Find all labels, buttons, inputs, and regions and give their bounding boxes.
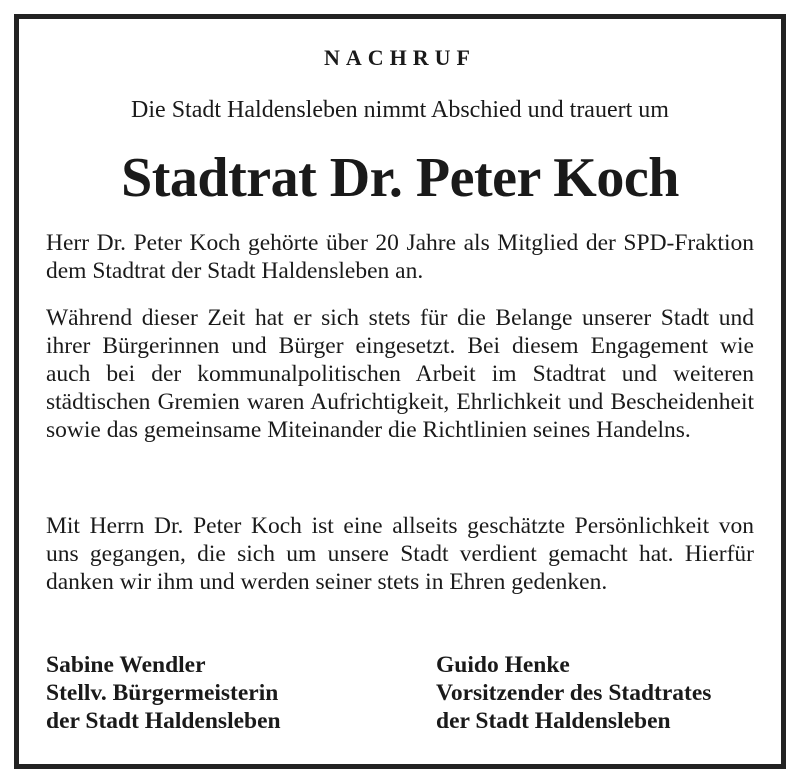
obituary-kicker: NACHRUF bbox=[324, 45, 476, 70]
signatory-left bbox=[46, 651, 406, 735]
signatory-org: der Stadt Haldensleben bbox=[436, 708, 671, 734]
deceased-name: Stadtrat Dr. Peter Koch bbox=[121, 147, 679, 209]
signatory-org: der Stadt Haldensleben bbox=[46, 708, 281, 734]
signatory-name: Guido Henke bbox=[436, 652, 570, 678]
obituary-intro: Die Stadt Haldensleben nimmt Abschied und trauert um bbox=[131, 97, 669, 123]
paragraph-membership: Herr Dr. Peter Koch gehörte über 20 Jahre als Mitglied der SPD-Fraktion dem Stadtrat der Stadt Haldensleben an. bbox=[46, 230, 754, 284]
signatory-right bbox=[436, 651, 766, 735]
paragraph-engagement: Während dieser Zeit hat er sich stets für die Belange unserer Stadt und ihrer Bürgerinnen und Bürger eingesetzt. Bei diesem Engagement wie auch bei der kommunalpolitischen Arbeit im Stadtrat und weiteren städtischen Gremien waren Aufrichtigkeit, Ehrlichkeit und Bescheidenheit sowie das gemeinsame Miteinander die Richtlinien seines Handelns. bbox=[46, 305, 754, 443]
obituary-frame bbox=[14, 14, 786, 769]
paragraph-remembrance: Mit Herrn Dr. Peter Koch ist eine allseits geschätzte Persönlichkeit von uns gegangen, die sich um unsere Stadt verdient gemacht hat. Hierfür danken wir ihm und werden seiner stets in Ehren gedenken. bbox=[46, 513, 754, 595]
signatory-role: Stellv. Bürgermeisterin bbox=[46, 680, 279, 706]
signatory-role: Vorsitzender des Stadtrates bbox=[436, 680, 712, 706]
signatory-name: Sabine Wendler bbox=[46, 652, 206, 678]
